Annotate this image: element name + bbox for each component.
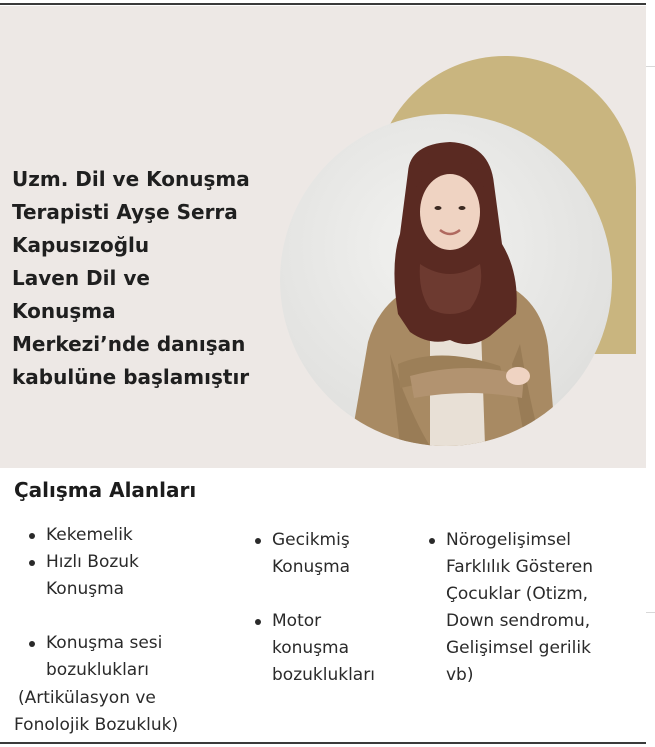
list-item [250, 608, 420, 689]
item-line: Çocuklar (Otizm, [446, 584, 589, 604]
item-line: bozuklukları [46, 660, 149, 680]
item-line: Konuşma sesi [46, 633, 163, 653]
headline-line: Laven Dil ve [12, 266, 150, 290]
therapist-portrait [280, 114, 612, 446]
hero-panel [0, 6, 646, 468]
list-item [24, 549, 244, 603]
list-item [24, 630, 244, 684]
headline-line: kabulüne başlamıştır [12, 365, 250, 389]
right-eye [459, 206, 466, 210]
headline-line: Terapisti Ayşe Serra [12, 200, 238, 224]
item-line: Nörogelişimsel [446, 530, 572, 550]
bottom-divider [0, 742, 646, 744]
headline-line: Merkezi’nde danışan [12, 332, 246, 356]
edge-mark [646, 66, 655, 67]
edge-mark [646, 612, 655, 613]
item-line: Kekemelik [46, 525, 133, 545]
continuation-line: Fonolojik Bozukluk) [14, 715, 179, 735]
item-line: Farklılık Gösteren [446, 557, 594, 577]
headline-line: Kapusızoğlu [12, 233, 150, 257]
headline-line: Konuşma [12, 299, 116, 323]
list-item [24, 522, 244, 549]
item-line: Konuşma [272, 557, 351, 577]
col1-continuation [14, 685, 178, 739]
item-line: Hızlı Bozuk [46, 552, 139, 572]
areas-column-3 [424, 527, 639, 689]
hand [506, 367, 530, 385]
headline-line: Uzm. Dil ve Konuşma [12, 167, 250, 191]
face [420, 174, 480, 250]
item-line: Motor [272, 611, 322, 631]
areas-column-2 [250, 527, 420, 689]
continuation-line: (Artikülasyon ve [18, 688, 156, 708]
item-line: bozuklukları [272, 665, 375, 685]
announcement-headline [12, 163, 282, 394]
list-item [424, 527, 639, 689]
item-line: Konuşma [46, 579, 125, 599]
item-line: Gelişimsel gerilik [446, 638, 591, 658]
item-line: vb) [446, 665, 474, 685]
left-eye [435, 206, 442, 210]
item-line: konuşma [272, 638, 350, 658]
section-title: Çalışma Alanları [14, 478, 197, 502]
areas-column-1 [24, 522, 244, 684]
portrait-illustration [280, 114, 612, 446]
item-line: Gecikmiş [272, 530, 350, 550]
top-divider [0, 3, 646, 5]
list-item [250, 527, 420, 581]
item-line: Down sendromu, [446, 611, 591, 631]
